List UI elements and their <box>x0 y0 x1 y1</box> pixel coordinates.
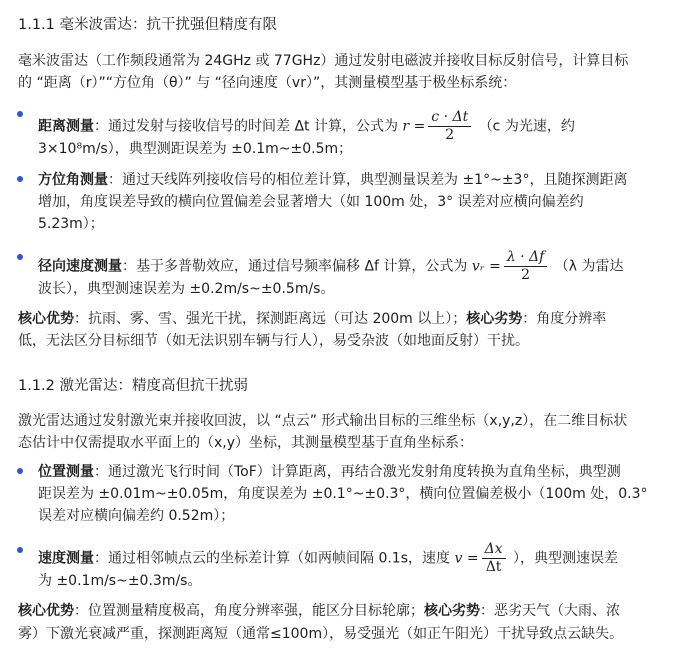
advantage-label: 核心优势 <box>18 311 74 327</box>
disadvantage-label: 核心劣势 <box>466 311 523 327</box>
formula-numerator: λ · Δf <box>504 249 548 267</box>
disadvantage-label: 核心劣势 <box>424 603 480 619</box>
item-text: ：通过相邻帧点云的坐标差计算（如两帧间隔 0.1s，速度 <box>94 550 451 567</box>
section-heading: 1.1.2 激光雷达：精度高但抗干扰弱 <box>18 378 249 394</box>
list-item-line: 距误差为 ±0.01m~±0.05m，角度误差为 ±0.1°~±0.3°，横向位置偏差极小（100m 处，0.3° <box>38 486 648 502</box>
bullet-dot <box>17 547 23 553</box>
formula-fraction <box>482 541 506 576</box>
formula-denominator: Δt <box>485 559 502 575</box>
advantage-text: ：抗雨、雾、雪、强光干扰，探测距离远（可达 200m 以上）； <box>74 311 467 327</box>
paragraph-line: 毫米波雷达（工作频段通常为 24GHz 或 77GHz）通过发射电磁波并接收目标反射信号，计算目标 <box>18 53 629 69</box>
item-label: 距离测量 <box>38 118 94 135</box>
item-text: ：通过激光飞行时间（ToF）计算距离，再结合激光发射角度转换为直角坐标，典型测 <box>94 464 621 480</box>
list-item-line: 5.23m）； <box>38 216 104 232</box>
item-text-tail: （c 为光速，约 <box>478 118 575 135</box>
formula-denominator: 2 <box>445 127 455 143</box>
item-label: 方位角测量 <box>38 172 108 188</box>
list-item-line: 误差对应横向偏差约 0.52m）； <box>38 508 235 524</box>
list-item-line: 3×10⁸m/s），典型测距误差为 ±0.1m~±0.5m； <box>38 141 353 157</box>
section-heading: 1.1.1 毫米波雷达：抗干扰强但精度有限 <box>18 17 278 33</box>
list-item-line <box>38 169 627 191</box>
formula-lhs: vᵣ = <box>471 258 501 275</box>
formula-numerator: Δx <box>482 541 506 559</box>
formula-numerator: c · Δt <box>428 109 471 127</box>
summary-line: 雾）下激光衰减严重，探测距离短（通常≤100m），易受强光（如正午阳光）干扰导致点云缺失。 <box>18 626 624 642</box>
bullet-dot <box>17 468 23 474</box>
item-text-tail: （λ 为雷达 <box>554 258 624 275</box>
formula-denominator: 2 <box>521 267 531 283</box>
item-text-tail: ），典型测速误差 <box>513 550 619 567</box>
formula-fraction <box>504 249 548 284</box>
item-text: ：通过发射与接收信号的时间差 Δt 计算，公式为 <box>94 118 398 135</box>
formula-lhs: v = <box>454 550 479 567</box>
disadvantage-text: ：恶劣天气（大雨、浓 <box>480 603 620 619</box>
list-item-line: 为 ±0.1m/s~±0.3m/s。 <box>38 573 202 589</box>
bullet-dot <box>17 176 23 182</box>
formula-lhs: r = <box>402 118 426 135</box>
item-label: 速度测量 <box>38 550 94 567</box>
advantage-text: ：位置测量精度极高，角度分辨率强，能区分目标轮廓； <box>74 603 424 619</box>
list-item-line <box>38 461 621 483</box>
bullet-dot <box>17 254 23 260</box>
item-text: ：基于多普勒效应，通过信号频率偏移 Δf 计算，公式为 <box>122 258 468 275</box>
paragraph-line: 的 “距离（r）”“方位角（θ）” 与 “径向速度（vr）”，其测量模型基于极坐标系统： <box>18 75 517 91</box>
formula-fraction <box>428 109 471 144</box>
disadvantage-text: ：角度分辨率 <box>522 311 607 327</box>
item-text: ：通过天线阵列接收信号的相位差计算，典型测量误差为 ±1°~±3°，且随探测距离 <box>108 172 628 188</box>
paragraph-line: 激光雷达通过发射激光束并接收回波，以 “点云” 形式输出目标的三维坐标（x,y,z），在二维目标状 <box>18 413 628 429</box>
item-label: 位置测量 <box>38 464 94 480</box>
summary-line <box>18 600 620 622</box>
summary-line: 低，无法区分目标细节（如无法识别车辆与行人），易受杂波（如地面反射）干扰。 <box>18 333 529 349</box>
advantage-label: 核心优势 <box>18 603 74 619</box>
item-label: 径向速度测量 <box>38 258 122 275</box>
list-item-line: 波长），典型测速误差为 ±0.2m/s~±0.5m/s。 <box>38 281 335 297</box>
paragraph-line: 态估计中仅需提取水平面上的（x,y）坐标，其测量模型基于直角坐标系： <box>18 435 474 451</box>
bullet-dot <box>17 111 23 117</box>
summary-line <box>18 308 606 330</box>
list-item-line: 增加，角度误差导致的横向位置偏差会显著增大（如 100m 处，3° 误差对应横向偏差约 <box>38 194 584 210</box>
